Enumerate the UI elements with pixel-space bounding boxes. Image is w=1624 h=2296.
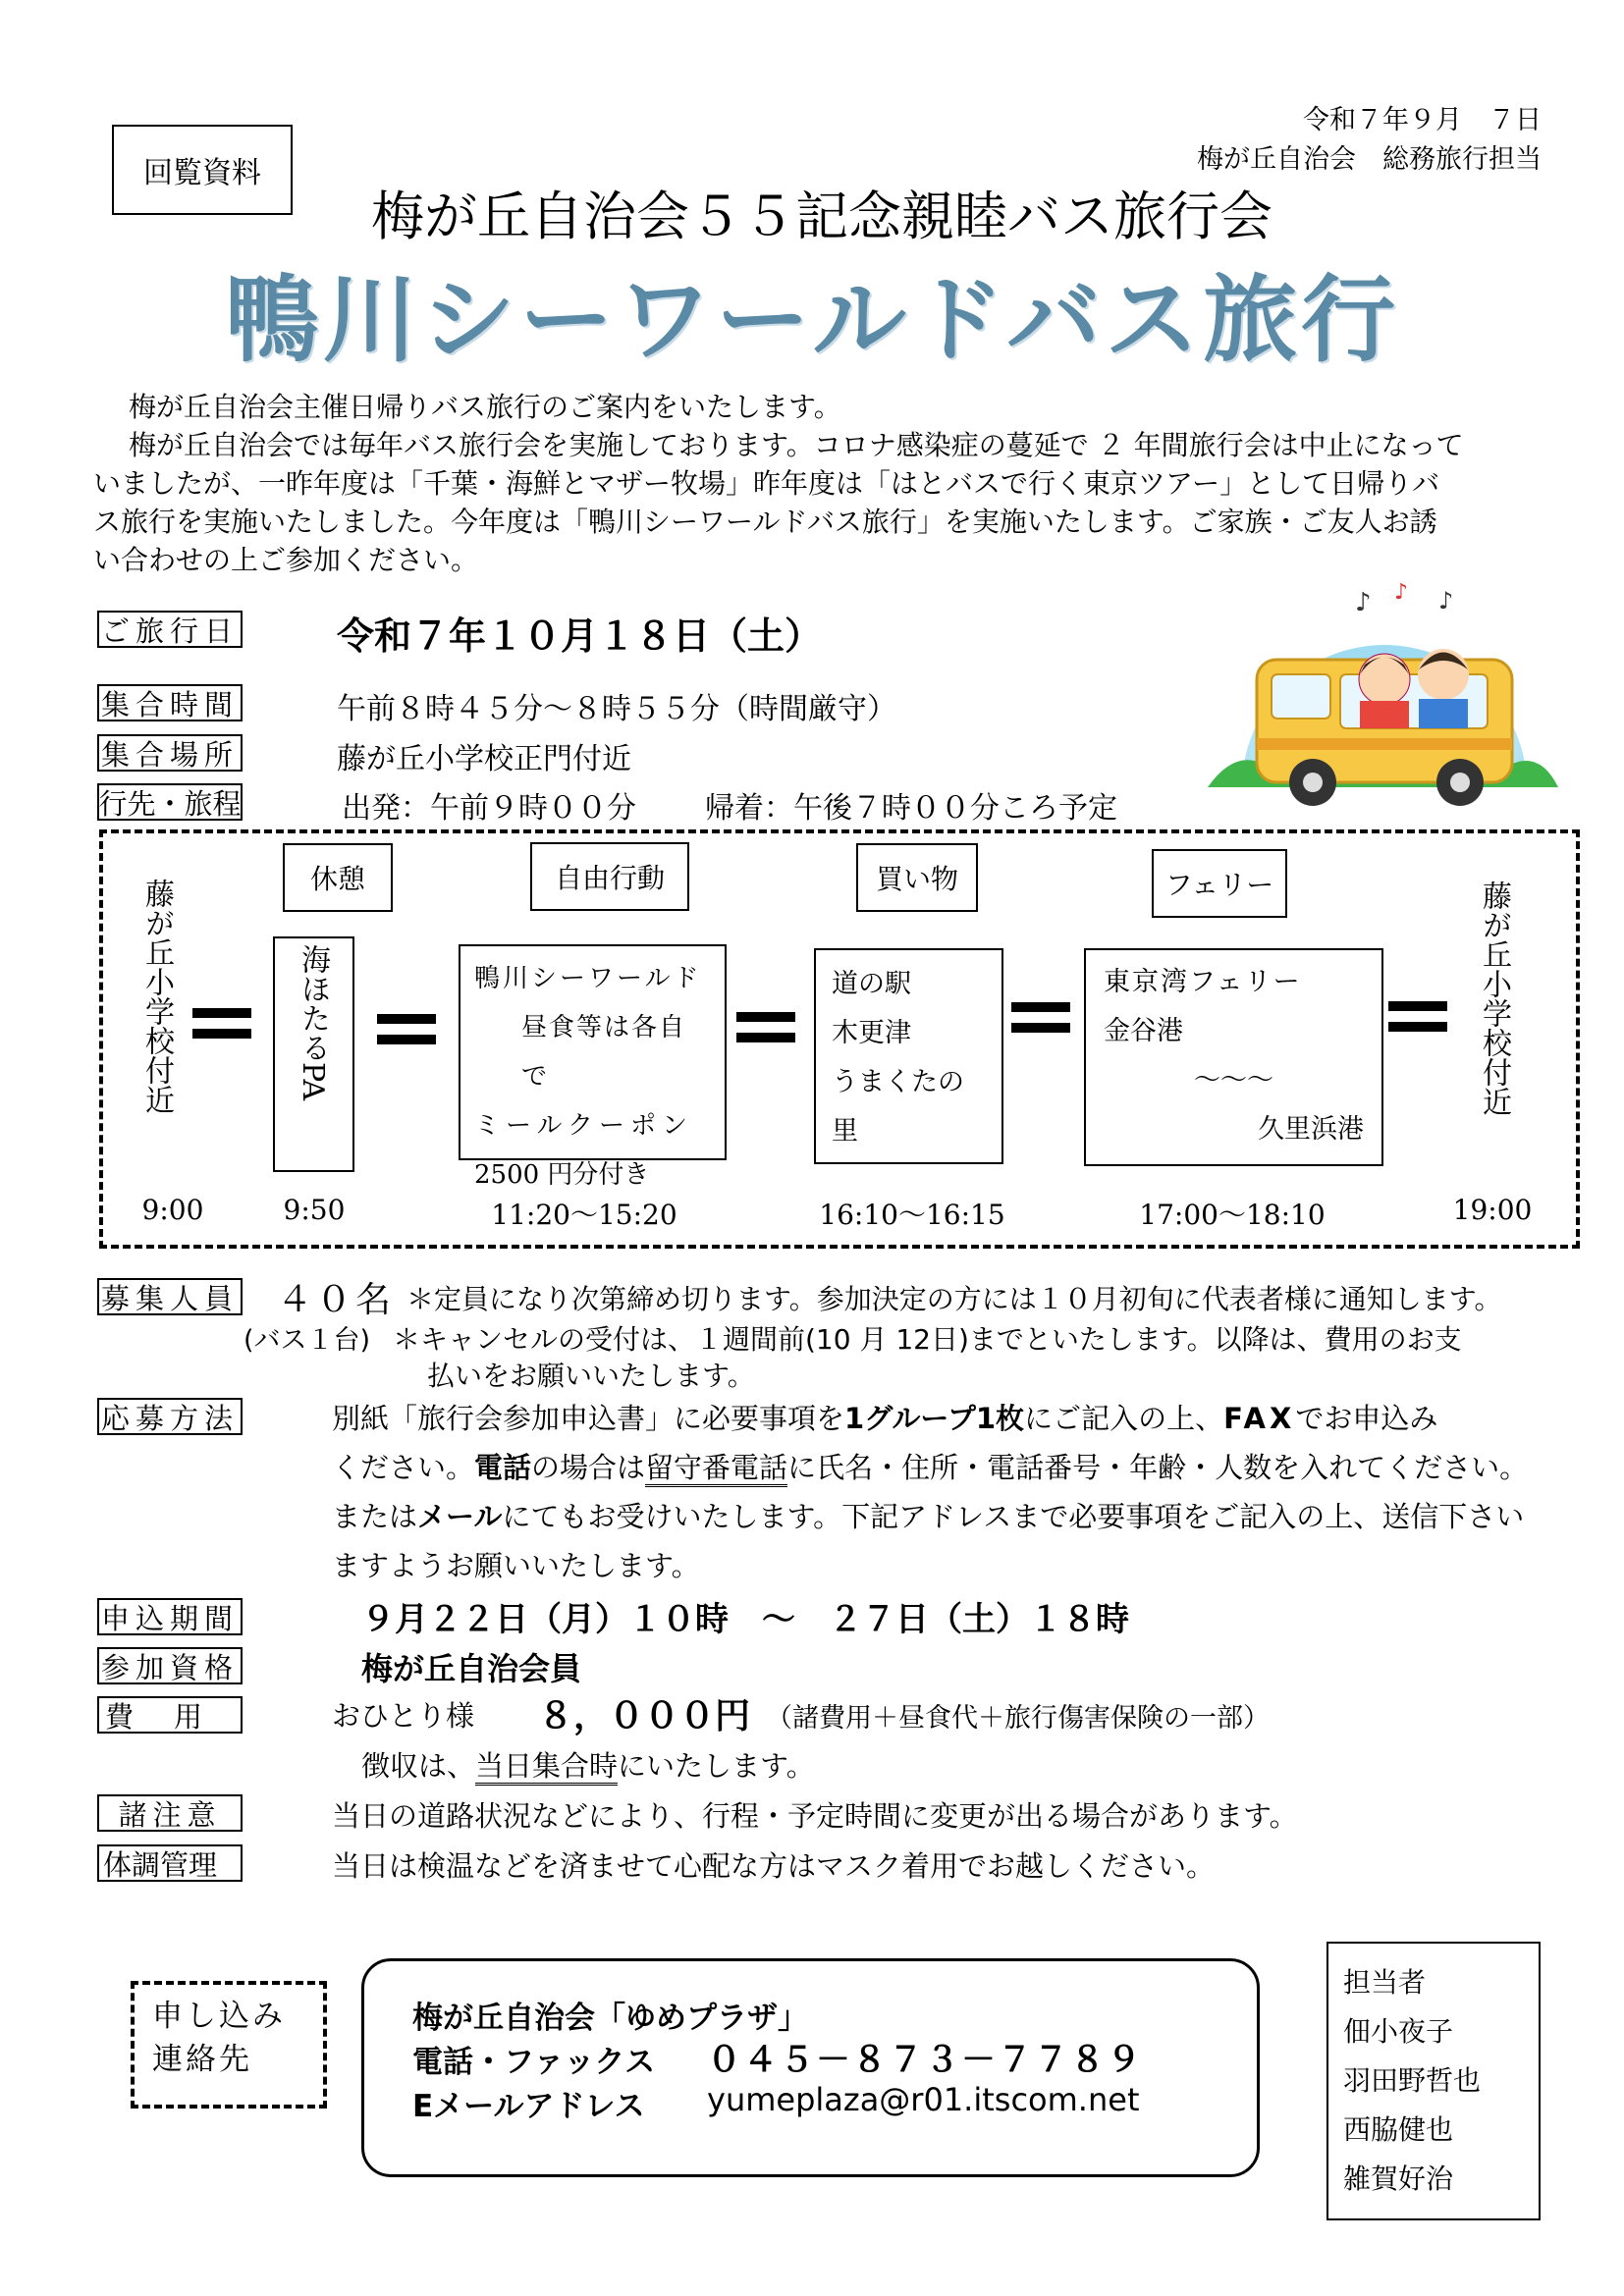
time-end: 19:00 bbox=[1452, 1194, 1533, 1226]
contact-label-line: 連絡先 bbox=[152, 2042, 252, 2077]
fee-collection bbox=[361, 1744, 815, 1785]
fee-collection-time: 当日集合時 bbox=[475, 1749, 618, 1786]
time-stop3: 16:10～16:15 bbox=[819, 1199, 1005, 1231]
stop-line: 昼食等は各自で bbox=[521, 1013, 687, 1092]
contact-label-box bbox=[131, 1981, 327, 2109]
contact-phone[interactable]: ０４５－８７３－７７８９ bbox=[707, 2041, 1144, 2080]
departure-time: 出発：午前９時００分 bbox=[342, 791, 636, 826]
contact-email[interactable]: yumeplaza@r01.itscom.net bbox=[707, 2081, 1140, 2118]
time-stop1: 9:50 bbox=[283, 1194, 346, 1226]
eligibility-label: 参加資格 bbox=[97, 1647, 243, 1684]
time-stop2: 11:20～15:20 bbox=[491, 1199, 677, 1231]
stop-line: 鴨川シーワールド bbox=[474, 964, 702, 993]
stop-line: 金谷港 bbox=[1104, 1016, 1183, 1046]
intro-line: 梅が丘自治会では毎年バス旅行会を実施しております。コロナ感染症の蔓延で ２ 年間旅行会は中止になって bbox=[129, 429, 1464, 461]
apply-text-part: ください。 bbox=[332, 1451, 475, 1484]
stop-tag-ferry: フェリー bbox=[1152, 849, 1287, 918]
apply-text-part: 別紙「旅行会参加申込書」に必要事項を bbox=[332, 1402, 845, 1435]
cancel-note: ＊キャンセルの受付は、１週間前(10 月 12日)までといたします。以降は、費用のお支 bbox=[393, 1323, 1462, 1356]
recruit-label: 募集人員 bbox=[97, 1278, 243, 1315]
event-title: 鴨川シーワールドバス旅行 bbox=[224, 265, 1400, 375]
return-time: 帰着：午後７時００分ころ予定 bbox=[705, 791, 1117, 826]
music-note-icon: ♪ bbox=[1355, 588, 1372, 617]
bus-hubcap bbox=[1303, 773, 1323, 792]
route-start: 藤が丘小学校付近 bbox=[139, 879, 174, 1114]
eligibility-value: 梅が丘自治会員 bbox=[361, 1650, 582, 1687]
fee-label: 費 用 bbox=[97, 1696, 243, 1734]
fee-amount: ８，０００円 bbox=[538, 1696, 751, 1736]
route-connector bbox=[1388, 1001, 1447, 1032]
staff-member: 西脇健也 bbox=[1343, 2113, 1454, 2146]
time-start: 9:00 bbox=[141, 1194, 204, 1226]
stop-line: 木更津 bbox=[832, 1018, 911, 1048]
stop-box bbox=[459, 944, 727, 1190]
intro-line: ス旅行を実施いたしました。今年度は「鴨川シーワールドバス旅行」を実施いたします。ご家族・ご友人お誘 bbox=[93, 506, 1437, 538]
fee-per-person: おひとり様 bbox=[332, 1699, 475, 1733]
bus-illustration bbox=[1203, 581, 1561, 822]
time-stop4: 17:00～18:10 bbox=[1139, 1199, 1326, 1231]
notes-value: 当日の道路状況などにより、行程・予定時間に変更が出る場合があります。 bbox=[332, 1799, 1298, 1833]
meet-time-label: 集合時間 bbox=[97, 684, 243, 721]
period-value: ９月２２日（月）１０時 ～ ２７日（土）１８時 bbox=[361, 1600, 1129, 1639]
stop-line: 道の駅 bbox=[832, 969, 911, 999]
intro-line: 梅が丘自治会主催日帰りバス旅行のご案内をいたします。 bbox=[129, 391, 841, 423]
apply-emphasis: FAX bbox=[1223, 1402, 1296, 1435]
apply-emphasis: 電話 bbox=[474, 1451, 532, 1484]
trip-date: 令和７年１０月１８日（土） bbox=[337, 614, 823, 658]
apply-text-part: にてもお受けいたします。下記アドレスまで必要事項をご記入の上、送信下さい bbox=[502, 1500, 1525, 1533]
route-connector bbox=[1011, 1002, 1070, 1033]
bus-window bbox=[1272, 674, 1330, 719]
bus-count: (バス１台) bbox=[244, 1325, 371, 1356]
child-shirt bbox=[1360, 701, 1409, 728]
organizer: 梅が丘自治会 総務旅行担当 bbox=[1197, 144, 1542, 175]
period-label: 申込期間 bbox=[97, 1598, 243, 1635]
apply-text-part: または bbox=[332, 1500, 418, 1533]
apply-text-part: ますようお願いいたします。 bbox=[332, 1549, 700, 1582]
stop-tag-free: 自由行動 bbox=[530, 842, 689, 911]
route-connector bbox=[736, 1012, 795, 1042]
route-connector bbox=[192, 1008, 251, 1039]
stop-line: 久里浜港 bbox=[1258, 1114, 1364, 1145]
intro-text bbox=[93, 388, 1546, 579]
contact-label-line: 申し込み bbox=[152, 1999, 286, 2034]
stop-line: 2500 円分付き bbox=[474, 1160, 650, 1190]
meet-time: 午前８時４５分～８時５５分（時間厳守） bbox=[337, 692, 896, 726]
staff-member: 佃小夜子 bbox=[1343, 2015, 1454, 2048]
health-label: 体調管理 bbox=[97, 1844, 243, 1882]
event-subtitle: 梅が丘自治会５５記念親睦バス旅行会 bbox=[371, 186, 1272, 247]
stop-line: 東京湾フェリー bbox=[1104, 967, 1302, 997]
meet-place: 藤が丘小学校正門付近 bbox=[337, 742, 631, 776]
apply-emphasis: 留守番電話 bbox=[645, 1451, 787, 1487]
cancel-note-cont: 払いをお願いいたします。 bbox=[427, 1360, 755, 1392]
notes-label: 諸注意 bbox=[97, 1794, 243, 1832]
apply-text-part: の場合は bbox=[531, 1451, 646, 1484]
staff-list bbox=[1343, 1958, 1481, 2204]
bus-hubcap bbox=[1450, 773, 1470, 792]
intro-line: い合わせの上ご参加ください。 bbox=[93, 544, 479, 576]
recruit-count: ４０名 bbox=[277, 1280, 396, 1320]
child-shirt bbox=[1419, 699, 1468, 728]
bus-stripe bbox=[1257, 738, 1512, 750]
stop-line: うまくたの里 bbox=[832, 1067, 964, 1147]
contact-phone-label: 電話・ファックス bbox=[412, 2045, 656, 2080]
staff-heading: 担当者 bbox=[1343, 1966, 1427, 1999]
itinerary-label: 行先・旅程 bbox=[97, 783, 243, 821]
music-note-icon: ♪ bbox=[1394, 581, 1409, 605]
apply-text-part: でお申込み bbox=[1295, 1402, 1438, 1435]
apply-text-part: にご記入の上、 bbox=[1024, 1402, 1224, 1435]
staff-member: 羽田野哲也 bbox=[1343, 2064, 1482, 2097]
contact-name: 梅が丘自治会「ゆめプラザ」 bbox=[412, 2001, 808, 2036]
stop-box bbox=[1084, 948, 1383, 1166]
apply-text bbox=[332, 1394, 1528, 1590]
child-face bbox=[1359, 654, 1410, 705]
apply-text-part: に氏名・住所・電話番号・年齢・人数を入れてください。 bbox=[787, 1451, 1529, 1484]
recruit-note: ＊定員になり次第締め切ります。参加決定の方には１０月初旬に代表者様に通知します。 bbox=[406, 1283, 1502, 1315]
stop-line: ～～～ bbox=[1194, 1065, 1273, 1095]
stop-tag-shopping: 買い物 bbox=[856, 843, 978, 912]
health-value: 当日は検温などを済ませて心配な方はマスク着用でお越しください。 bbox=[332, 1849, 1216, 1883]
document-date: 令和７年９月 ７日 bbox=[1303, 105, 1542, 135]
circulation-label: 回覧資料 bbox=[112, 125, 293, 215]
fee-breakdown: （諸費用＋昼食代＋旅行傷害保険の一部） bbox=[766, 1703, 1270, 1734]
stop-tag-rest: 休憩 bbox=[283, 843, 393, 912]
stop-umihotaru: 海ほたるPA bbox=[296, 944, 330, 1101]
apply-emphasis: メール bbox=[417, 1500, 503, 1533]
intro-line: いましたが、一昨年度は「千葉・海鮮とマザー牧場」昨年度は「はとバスで行く東京ツアー」として日帰りバ bbox=[93, 467, 1440, 500]
stop-box bbox=[814, 948, 1003, 1164]
staff-member: 雑賀好治 bbox=[1343, 2163, 1454, 2195]
route-connector bbox=[377, 1014, 436, 1044]
apply-label: 応募方法 bbox=[97, 1398, 243, 1435]
music-note-icon: ♪ bbox=[1438, 587, 1454, 614]
fee-collection-part: にいたします。 bbox=[618, 1749, 815, 1783]
meet-place-label: 集合場所 bbox=[97, 734, 243, 772]
trip-date-label: ご旅行日 bbox=[97, 611, 243, 648]
apply-emphasis: 1グループ1枚 bbox=[844, 1402, 1025, 1435]
fee-collection-part: 徴収は、 bbox=[361, 1749, 476, 1783]
route-end: 藤が丘小学校付近 bbox=[1477, 881, 1511, 1116]
stop-line: ミールクーポン bbox=[474, 1111, 693, 1141]
contact-email-label: Eメールアドレス bbox=[412, 2089, 645, 2124]
